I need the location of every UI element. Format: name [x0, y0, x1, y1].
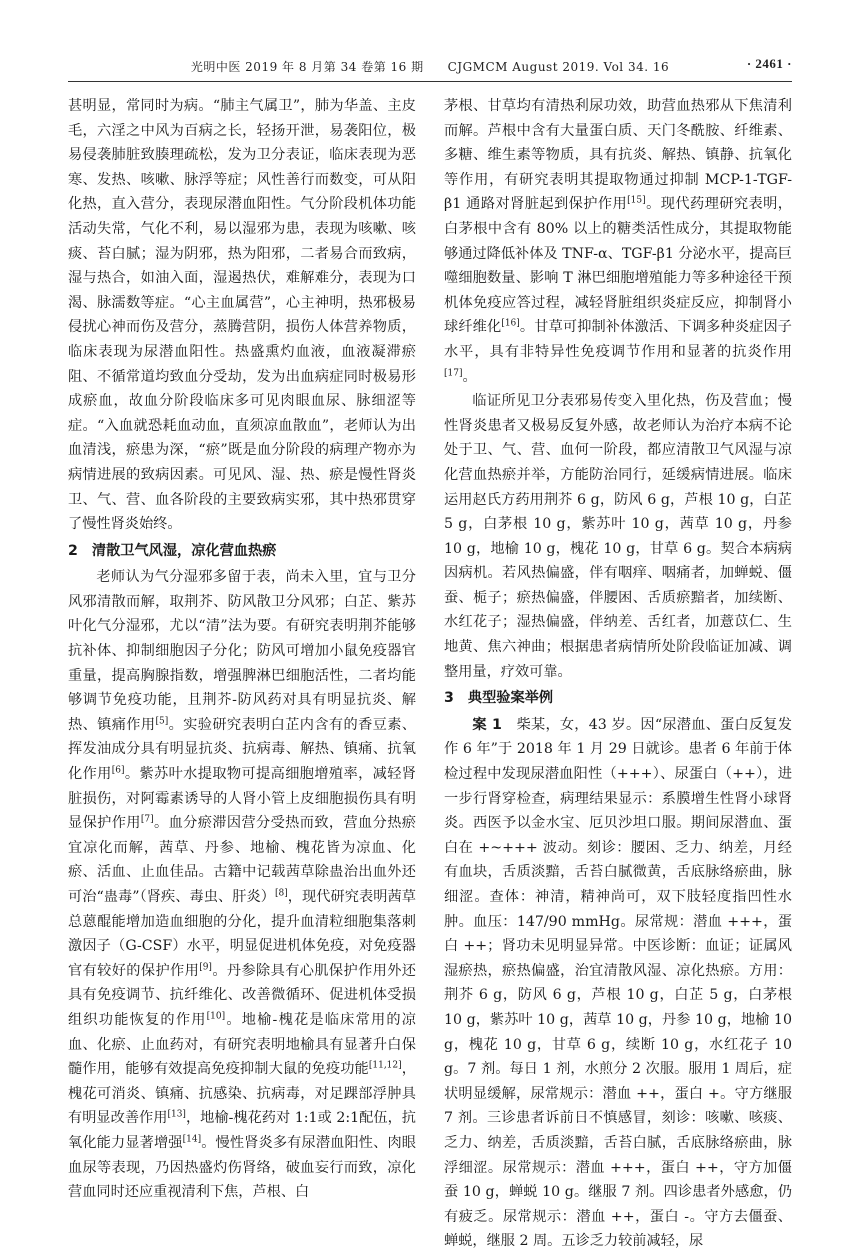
section-title: 典型验案举例 — [467, 690, 554, 707]
case-paragraph — [444, 713, 792, 1254]
text-run: 老师认为气分湿邪多留于表，尚未入里，宜与卫分风邪清散而解，取荆芥、防风散卫分风邪；白芷、紫苏叶化气分湿邪，尤以“清”法为要。有研究表明荆芥能够抗补体、抑制细胞因子分化；防风可增加小鼠免疫器官重量，提高胸腺指数，增强脾淋巴细胞活性，二者均能够调节免疫功能，且荆芥-防风药对具有明显抗炎、解热、镇痛作用 — [68, 569, 416, 733]
journal-title-en: CJGMCM August 2019. Vol 34. 16 — [447, 60, 670, 74]
text-run: ，地榆-槐花药对 1:1或 2:1配伍，抗氧化能力显著增强 — [68, 1110, 416, 1151]
left-column — [68, 94, 416, 1201]
text-run: 。血分瘀滞因营分受热而致，营血分热瘀宜凉化而解，茜草、丹参、地榆、槐花皆为凉血、化瘀、活血、止血佳品。古籍中记载茜草除蛊治出血外还可治“蛊毒”（肾疾、毒虫、肝炎） — [68, 815, 416, 905]
section-number: 3 — [444, 690, 454, 707]
text-run: 茅根、甘草均有清热利尿功效，助营血热邪从下焦清利而解。芦根中含有大量蛋白质、天门冬酰胺、纤维素、多糖、维生素等物质，具有抗炎、解热、镇静、抗氧化等作用，有研究表明其提取物通过抑制 MCP-1-TGF-β1 通路对肾脏起到保护作用 — [444, 98, 792, 213]
running-header — [68, 58, 792, 82]
text-run: ，槐花可消炎、镇痛、抗感染、抗病毒，对足踝部浮肿具有明显改善作用 — [68, 1061, 416, 1127]
text-run: 柴某，女，43 岁。因“尿潜血、蛋白反复发作 6 年”于 2018 年 1 月 29 日就诊。患者 6 年前于体检过程中发现尿潜血阳性（+++）、尿蛋白（++），进一步行肾穿检查，病理结果显示：系膜增生性肾小球肾炎。西医予以金水宝、厄贝沙坦口服。期间尿潜血、蛋白在 +~+++ 波动。刻诊：腰困、乏力、纳差，月经有血块，舌质淡黯，舌苔白腻微黄，舌底脉络瘀曲，脉细涩。查体：神清，精神尚可，双下肢轻度指凹性水肿。血压：147/90 mmHg。尿常规：潜血 +++，蛋白 ++；肾功未见明显异常。中医诊断：血证；证属风湿瘀热，瘀热偏盛，治宜清散风湿、凉化热瘀。方用：荆芥 6 g，防风 6 g，芦根 10 g，白芷 5 g，白茅根 10 g，紫苏叶 10 g，茜草 10 g，丹参 10 g，地榆 10 g，槐花 10 g，甘草 6 g，续断 10 g，水红花子 10 g。7 剂。每日 1 剂，水煎分 2 次服。服用 1 周后，症状明显缓解，尿常规示：潜血 ++，蛋白 +。守方继服 7 剂。三诊患者诉前日不慎感冒，刻诊：咳嗽、咳痰、乏力、纳差，舌质淡黯，舌苔白腻，舌底脉络瘀曲，脉浮细涩。尿常规示：潜血 +++，蛋白 ++，守方加僵蚕 10 g，蝉蜕 10 g。继服 7 剂。四诊患者外感愈，仍有疲乏。尿常规示：潜血 ++，蛋白 -。守方去僵蚕、蝉蜕，继服 2 周。五诊乏力较前减轻，尿 — [444, 716, 792, 1250]
text-run: 。慢性肾炎多有尿潜血阳性、肉眼血尿等表现，乃因热盛灼伤肾络，破血妄行而致，凉化营血同时还应重视清利下焦，芦根、白 — [68, 1134, 416, 1201]
text-run: 。丹参除具有心肌保护作用外还具有免疫调节、抗纤维化、改善微循环、促进机体受损组织功能恢复的作用 — [68, 962, 416, 1028]
page-number: · 2461 · — [746, 56, 792, 71]
journal-title-cn: 光明中医 2019 年 8 月第 34 卷第 16 期 — [190, 60, 424, 74]
citation[interactable]: [11,12] — [368, 1060, 402, 1071]
section-number: 2 — [68, 542, 78, 559]
section-title: 清散卫气风湿，凉化营血热瘀 — [91, 542, 277, 559]
article-body — [68, 94, 792, 1250]
right-column — [444, 94, 792, 1250]
citation[interactable]: [14] — [182, 1134, 202, 1145]
paragraph — [444, 94, 792, 389]
text-run: 。现代药理研究表明，白茅根中含有 80% 以上的糖类活性成分，其提取物能够通过降低补体及 TNF-α、TGF-β1 分泌水平，提高巨噬细胞数量、影响 T 淋巴细胞增殖能力等多种途径干预机体免疫应答过程，减轻肾脏组织炎症反应，抑制肾小球纤维化 — [444, 196, 792, 336]
paragraph: 临证所见卫分表邪易传变入里化热，伤及营血；慢性肾炎患者又极易反复外感，故老师认为治疗本病不论处于卫、气、营、血何一阶段，都应清散卫气风湿与凉化营血热瘀并举，方能防治同行，延缓病情进展。临床运用赵氏方药用荆芥 6 g，防风 6 g，芦根 10 g，白芷 5 g，白茅根 10 g，紫苏叶 10 g，茜草 10 g，丹参 10 g，地榆 10 g，槐花 10 g，甘草 6 g。契合本病病因病机。若风热偏盛，伴有咽痒、咽痛者，加蝉蜕、僵蚕、栀子；瘀热偏盛，伴腰困、舌质瘀黯者，加续断、水红花子；湿热偏盛，伴纳差、舌红者，加薏苡仁、生地黄、焦六神曲；根据患者病情所处阶段临证加减、调整用量，疗效可靠。 — [444, 393, 792, 680]
citation[interactable]: [5] — [155, 716, 169, 727]
paragraph: 甚明显，常同时为病。“肺主气属卫”，肺为华盖、主皮毛，六淫之中风为百病之长，轻扬开泄，易袭阳位，极易侵袭肺脏致腠理疏松，发为卫分表证，临床表现为恶寒、发热、咳嗽、脉浮等症；风性善行而数变，可从阳化热，直入营分，表现尿潜血阳性。气分阶段机体功能活动失常，气化不利，易以湿邪为患，表现为咳嗽、咳痰、苔白腻；湿为阴邪，热为阳邪，二者易合而致病，湿与热合，如油入面，湿遏热伏，难解难分，表现为口渴、脉濡数等症。“心主血属营”，心主神明，热邪极易侵扰心神而伤及营分，蒸腾营阴，损伤人体营养物质，临床表现为尿潜血阳性。热盛熏灼血液，血液凝滞瘀阻、不循常道均致血分受劫，发为出血病症同时极易形成瘀血，故血分阶段临床多可见肉眼血尿、脉细涩等症。“入血就恐耗血动血，直须凉血散血”，老师认为出血清浅，瘀患为深，“瘀”既是血分阶段的病理产物亦为病情进展的致病因素。可见风、湿、热、瘀是慢性肾炎卫、气、营、血各阶段的主要致病实邪，其中热邪贯穿了慢性肾炎始终。 — [68, 98, 416, 533]
text-run: 。实验研究表明白芷内含有的香豆素、挥发油成分具有明显抗炎、抗病毒、解热、镇痛、抗氧化作用 — [68, 716, 416, 783]
case-label: 案 1 — [472, 716, 502, 733]
text-run: 。 — [462, 368, 477, 385]
citation[interactable]: [8] — [275, 888, 288, 899]
citation[interactable]: [13] — [167, 1109, 186, 1120]
citation[interactable]: [17] — [444, 367, 463, 378]
citation[interactable]: [10] — [206, 1011, 226, 1022]
section-heading-3 — [444, 686, 792, 711]
citation[interactable]: [6] — [111, 765, 125, 776]
text-run: ，现代研究表明茜草总蒽醌能增加造血细胞的分化，提升血清粒细胞集落刺激因子（G-CSF）水平，明显促进机体免疫，对免疫器官有较好的保护作用 — [68, 889, 416, 979]
paragraph — [68, 565, 416, 1204]
citation[interactable]: [9] — [199, 962, 212, 973]
text-run: 。地榆-槐花是临床常用的凉血、化瘀、止血药对，有研究表明地榆具有显著升白保髓作用，能够有效提高免疫抑制大鼠的免疫功能 — [68, 1011, 416, 1078]
text-run: 。紫苏叶水提取物可提高细胞增殖率，减轻肾脏损伤，对阿霉素诱导的人肾小管上皮细胞损伤具有明显保护作用 — [68, 766, 416, 832]
citation[interactable]: [15] — [627, 195, 646, 206]
text-run: 。甘草可抑制补体激活、下调多种炎症因子水平，具有非特异性免疫调节作用和显著的抗炎作用 — [444, 319, 792, 360]
citation[interactable]: [7] — [140, 814, 154, 825]
citation[interactable]: [16] — [501, 318, 520, 329]
section-heading-2 — [68, 539, 416, 564]
